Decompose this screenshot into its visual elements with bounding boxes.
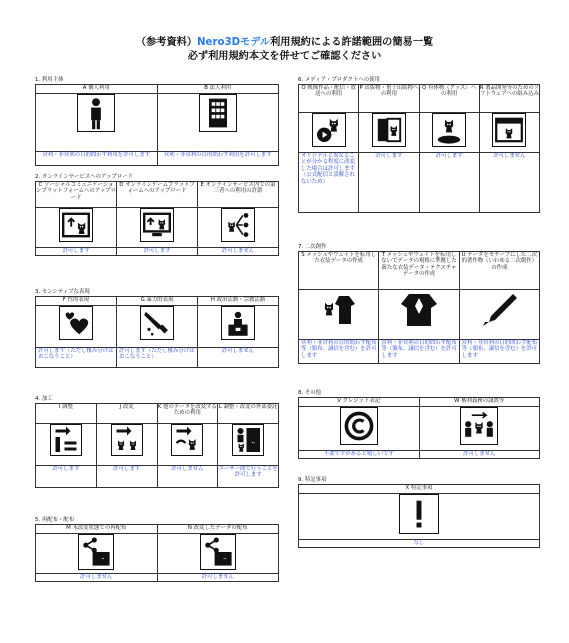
status-v: 不要ですがあると嬉しいです bbox=[299, 451, 420, 459]
section-derivative bbox=[298, 243, 540, 364]
copyright-icon bbox=[340, 407, 378, 445]
header-a: A 個人利用 bbox=[36, 85, 158, 94]
status-b: 営利・非営利の目的問わず利用を許可します bbox=[157, 152, 279, 166]
section-other bbox=[298, 389, 540, 459]
header-c: C ソーシャルコミュニケーションプラットフォームへのアップロード bbox=[36, 182, 117, 208]
status-o: オリジナルと異なることが分かる程度に改変した場合は許可します（公式配信と誤解されないため） bbox=[299, 153, 359, 213]
publication-icon bbox=[372, 113, 406, 147]
status-h: 許可しません bbox=[198, 348, 279, 368]
status-w: 許可しません bbox=[419, 451, 540, 459]
title-brand: Nero3Dモデル bbox=[197, 37, 271, 48]
header-r: R 製品開発等のためのソフトウェアへの組み込み bbox=[479, 85, 539, 113]
status-d: 許可します bbox=[117, 248, 198, 256]
status-r: 許可しません bbox=[479, 153, 539, 213]
upload-social-icon bbox=[59, 208, 93, 242]
status-u: 営利・非営利の目的問わず配布等（頒布、譲信を含む）を許可します bbox=[459, 340, 539, 364]
status-j: 許可します bbox=[96, 466, 157, 488]
video-icon bbox=[312, 113, 346, 147]
section-title: 2. オンラインサービスへのアップロード bbox=[35, 174, 133, 180]
title-note: 必ず利用規約本文を併せてご確認ください bbox=[187, 51, 382, 62]
share-third-party-icon bbox=[221, 208, 255, 242]
status-n: 許可しません bbox=[157, 574, 279, 582]
section-sensitive bbox=[35, 288, 279, 368]
podium-icon bbox=[221, 306, 255, 340]
figure-goods-icon bbox=[432, 113, 466, 147]
header-v: V クレジット表記 bbox=[299, 398, 420, 407]
status-f: 許可します（ただし棲み分けはおこなうこと） bbox=[36, 348, 117, 368]
title-suffix: 利用規約による許諾範囲の簡易一覧 bbox=[270, 37, 434, 48]
status-c: 許可します bbox=[36, 248, 117, 256]
status-q: 許可します bbox=[419, 153, 479, 213]
hearts-icon bbox=[59, 306, 93, 340]
section-title: 3. センシティブな表現 bbox=[35, 289, 90, 295]
section-title: 6. メディア・プロダクトへの使用 bbox=[298, 77, 380, 83]
header-n: N 改変したデータの配布 bbox=[157, 525, 279, 534]
new-costume-icon bbox=[399, 290, 439, 330]
outsource-icon bbox=[232, 424, 264, 456]
section-usage-subject bbox=[35, 76, 279, 166]
status-i: 許可します bbox=[36, 466, 97, 488]
header-d: D オンラインゲームプラットフォームへのアップロード bbox=[117, 182, 198, 208]
header-q: Q 有体物（グッズ）への利用 bbox=[419, 85, 479, 113]
header-i: I 調整 bbox=[36, 404, 97, 424]
header-h: H 政治活動・宗教活動 bbox=[198, 297, 279, 306]
section-title: 7. 二次創作 bbox=[298, 244, 327, 250]
header-e: E オンラインサービス内での第三者への利用の許諾 bbox=[198, 182, 279, 208]
section-special-notes bbox=[298, 476, 540, 548]
header-k: K 他のデータを改変するための利用 bbox=[157, 404, 218, 424]
header-m: M 未改変状態での再配布 bbox=[36, 525, 158, 534]
section-title: 1. 利用主体 bbox=[35, 77, 64, 83]
header-g: G 暴力的表現 bbox=[117, 297, 198, 306]
section-title: 5. 再配布・配布 bbox=[35, 517, 75, 523]
section-media-products bbox=[298, 76, 540, 213]
status-a: 営利・非営利の目的問わず利用を許可します bbox=[36, 152, 158, 166]
office-building-icon bbox=[199, 94, 237, 132]
section-title: 8. その他 bbox=[298, 390, 322, 396]
software-icon bbox=[492, 113, 526, 147]
header-s: S メッシュやウェイトを転用した衣装データの作成 bbox=[299, 252, 379, 290]
costume-icon bbox=[319, 290, 359, 330]
section-title: 4. 加工 bbox=[35, 396, 53, 402]
header-u: U データをモチーフにした二次的著作物（いわゆる二次創作）の作成 bbox=[459, 252, 539, 290]
status-l: ユーザー間で行うことを許可します bbox=[218, 466, 279, 488]
upload-game-icon bbox=[140, 208, 174, 242]
section-online-upload bbox=[35, 173, 279, 256]
section-title: 9. 特記事項 bbox=[298, 477, 327, 483]
header-j: J 改変 bbox=[96, 404, 157, 424]
adjust-icon bbox=[50, 424, 82, 456]
rights-transfer-icon bbox=[460, 407, 498, 445]
title-prefix: （参考資料） bbox=[135, 37, 198, 48]
header-p: P 出版物・電子出版物への利用 bbox=[359, 85, 419, 113]
header-w: W 権利義務の譲渡等 bbox=[419, 398, 540, 407]
header-b: B 法人利用 bbox=[157, 85, 279, 94]
header-f: F 性的表現 bbox=[36, 297, 117, 306]
status-k: 許可しません bbox=[157, 466, 218, 488]
person-icon bbox=[77, 94, 115, 132]
redistribute-icon bbox=[78, 534, 114, 570]
pen-icon bbox=[479, 290, 519, 330]
header-l: L 調整・改変の外部委託 bbox=[218, 404, 279, 424]
status-g: 許可します（ただし棲み分けはおこなうこと） bbox=[117, 348, 198, 368]
status-p: 許可します bbox=[359, 153, 419, 213]
status-x: なし bbox=[299, 540, 540, 548]
knife-icon bbox=[140, 306, 174, 340]
header-x: X 特記事項 bbox=[299, 485, 540, 494]
status-s: 営利・非営利の目的問わず配布等（頒布、譲信を含む）を許可します bbox=[299, 340, 379, 364]
section-redistribution bbox=[35, 516, 279, 582]
modify-icon bbox=[111, 424, 143, 456]
distribute-modified-icon bbox=[200, 534, 236, 570]
reuse-data-icon bbox=[171, 424, 203, 456]
status-e: 許可しません bbox=[198, 248, 279, 256]
status-t: 営利・非営利の目的問わず配布等（頒布、譲信を含む）を許可します bbox=[379, 340, 459, 364]
section-processing bbox=[35, 395, 279, 488]
header-t: T メッシュやウェイトを転用しないでデータの規格に準拠した新たな衣装データ・テクスチャデータの作成 bbox=[379, 252, 459, 290]
exclamation-icon bbox=[399, 494, 439, 534]
status-m: 許可しません bbox=[36, 574, 158, 582]
header-o: O 映像作品・配信・放送への利用 bbox=[299, 85, 359, 113]
